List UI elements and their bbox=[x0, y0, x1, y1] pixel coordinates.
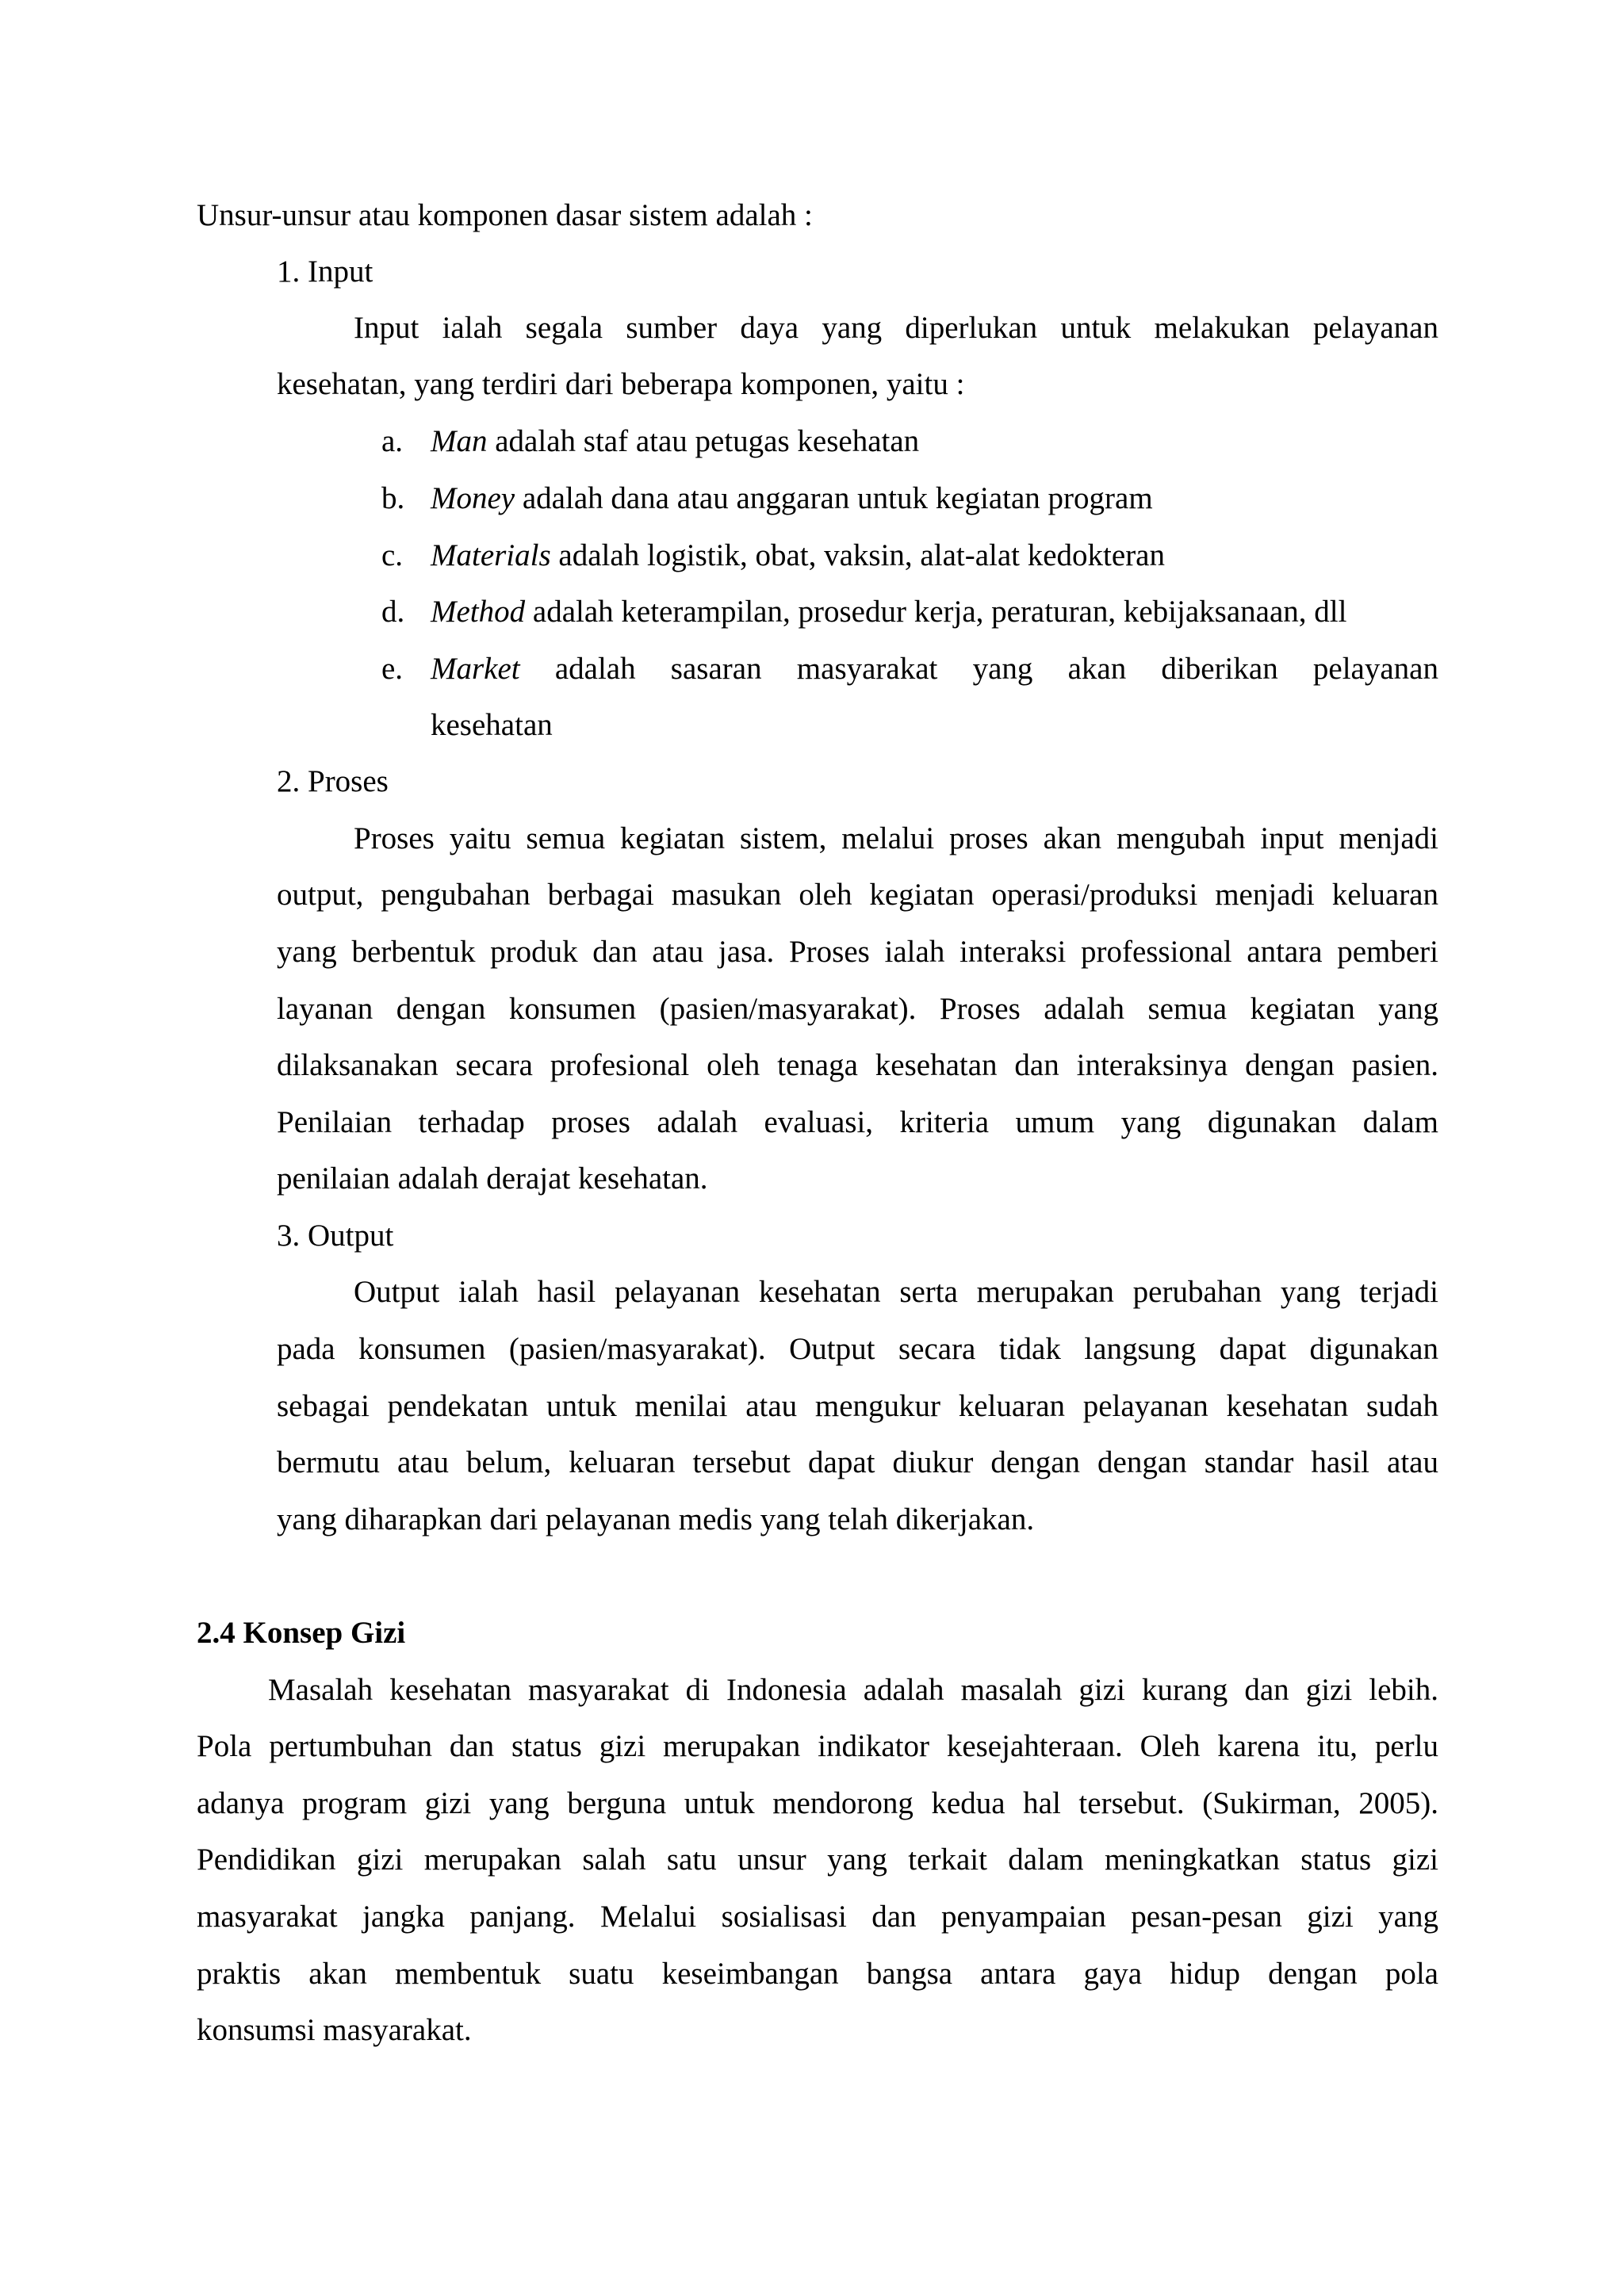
paragraph-line: dilaksanakan secara profesional oleh tenaga kesehatan dan interaksinya dengan pasien. bbox=[277, 1048, 1438, 1082]
paragraph-line: yang diharapkan dari pelayanan medis yang telah dikerjakan. bbox=[277, 1502, 1035, 1536]
list-marker: e. bbox=[381, 652, 404, 686]
list-item-text: adalah staf atau petugas kesehatan bbox=[487, 424, 920, 458]
list-item-text: adalah sasaran masyarakat yang akan diberikan pelayanan bbox=[519, 652, 1438, 686]
paragraph-line: konsumsi masyarakat. bbox=[197, 2013, 472, 2047]
list-item-text: adalah keterampilan, prosedur kerja, peraturan, kebijaksanaan, dll bbox=[525, 595, 1347, 629]
section-heading-input: 1. Input bbox=[277, 254, 373, 289]
paragraph-line: masyarakat jangka panjang. Melalui sosialisasi dan penyampaian pesan-pesan gizi yang bbox=[197, 1900, 1438, 1934]
list-item bbox=[431, 483, 1153, 514]
paragraph-line: yang berbentuk produk dan atau jasa. Proses ialah interaksi professional antara pemberi bbox=[277, 935, 1438, 969]
list-item-text: adalah logistik, obat, vaksin, alat-alat kedokteran bbox=[550, 538, 1165, 572]
section-heading-konsep-gizi: 2.4 Konsep Gizi bbox=[197, 1616, 406, 1650]
list-item-term: Materials bbox=[431, 538, 551, 572]
paragraph-line: praktis akan membentuk suatu keseimbangan bangsa antara gaya hidup dengan pola bbox=[197, 1957, 1438, 1991]
intro-text: Unsur-unsur atau komponen dasar sistem adalah : bbox=[197, 198, 813, 232]
list-item bbox=[431, 426, 919, 457]
list-item-term: Method bbox=[431, 595, 526, 629]
paragraph-line: adanya program gizi yang berguna untuk mendorong kedua hal tersebut. (Sukirman, 2005). bbox=[197, 1786, 1438, 1820]
list-item-term: Market bbox=[431, 652, 520, 686]
paragraph-line: Input ialah segala sumber daya yang diperlukan untuk melakukan pelayanan bbox=[354, 311, 1438, 345]
list-marker: a. bbox=[381, 424, 404, 458]
list-marker: c. bbox=[381, 538, 404, 572]
paragraph-line: Output ialah hasil pelayanan kesehatan serta merupakan perubahan yang terjadi bbox=[354, 1275, 1438, 1309]
list-item-continuation: kesehatan bbox=[431, 708, 553, 742]
paragraph-line: penilaian adalah derajat kesehatan. bbox=[277, 1161, 708, 1196]
list-marker: b. bbox=[381, 481, 405, 515]
paragraph-line: bermutu atau belum, keluaran tersebut dapat diukur dengan dengan standar hasil atau bbox=[277, 1445, 1438, 1479]
paragraph-line: Pendidikan gizi merupakan salah satu unsur yang terkait dalam meningkatkan status gizi bbox=[197, 1843, 1438, 1877]
paragraph-line: sebagai pendekatan untuk menilai atau mengukur keluaran pelayanan kesehatan sudah bbox=[277, 1389, 1438, 1423]
list-item-text: adalah dana atau anggaran untuk kegiatan program bbox=[515, 481, 1153, 515]
list-item bbox=[431, 653, 1438, 684]
paragraph-line: layanan dengan konsumen (pasien/masyarakat). Proses adalah semua kegiatan yang bbox=[277, 992, 1438, 1026]
list-item-term: Money bbox=[431, 481, 515, 515]
list-item-term: Man bbox=[431, 424, 488, 458]
paragraph-line: Penilaian terhadap proses adalah evaluasi, kriteria umum yang digunakan dalam bbox=[277, 1105, 1438, 1139]
list-marker: d. bbox=[381, 595, 405, 629]
section-heading-proses: 2. Proses bbox=[277, 764, 389, 798]
paragraph-line: Proses yaitu semua kegiatan sistem, melalui proses akan mengubah input menjadi bbox=[354, 821, 1438, 855]
paragraph-line: kesehatan, yang terdiri dari beberapa komponen, yaitu : bbox=[277, 367, 965, 401]
paragraph-line: Masalah kesehatan masyarakat di Indonesia adalah masalah gizi kurang dan gizi lebih. bbox=[268, 1673, 1438, 1707]
paragraph-line: pada konsumen (pasien/masyarakat). Output secara tidak langsung dapat digunakan bbox=[277, 1332, 1438, 1366]
list-item bbox=[431, 540, 1165, 571]
list-item bbox=[431, 596, 1346, 627]
paragraph-line: Pola pertumbuhan dan status gizi merupakan indikator kesejahteraan. Oleh karena itu, perlu bbox=[197, 1729, 1438, 1763]
paragraph-line: output, pengubahan berbagai masukan oleh kegiatan operasi/produksi menjadi keluaran bbox=[277, 878, 1438, 912]
section-heading-output: 3. Output bbox=[277, 1219, 394, 1253]
